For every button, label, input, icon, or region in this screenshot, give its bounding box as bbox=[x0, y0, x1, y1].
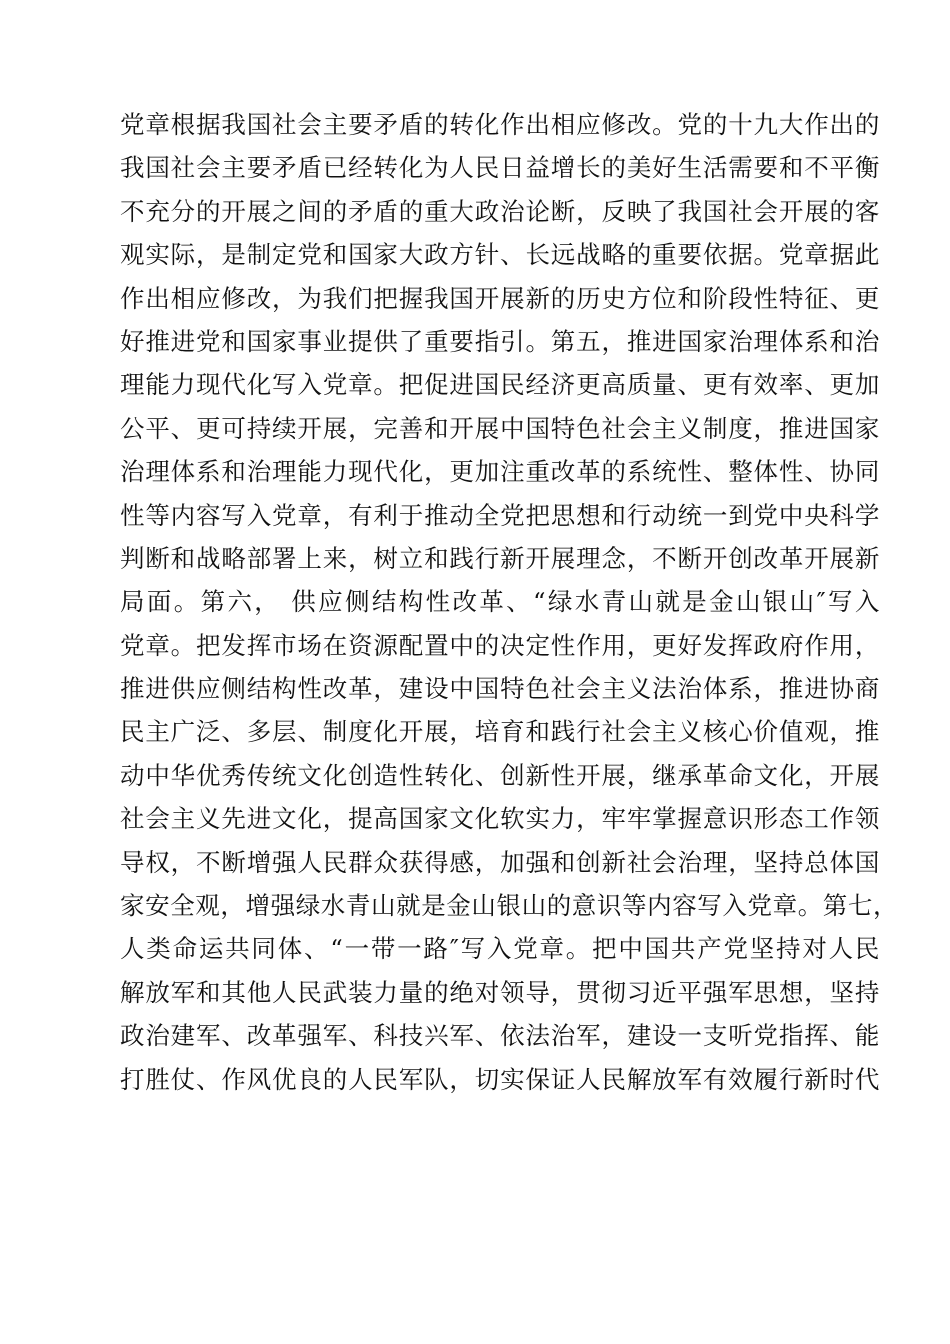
text-line: 党章根据我国社会主要矛盾的转化作出相应修改。党的十九大作出的 bbox=[120, 110, 880, 139]
text-line: 党章。把发挥市场在资源配置中的决定性作用，更好发挥政府作用， bbox=[120, 630, 880, 660]
text-line: 不充分的开展之间的矛盾的重大政治论断，反映了我国社会开展的客 bbox=[120, 196, 880, 226]
text-line: 动中华优秀传统文化创造性转化、创新性开展，继承革命文化，开展 bbox=[120, 760, 880, 790]
text-line: 好推进党和国家事业提供了重要指引。第五，推进国家治理体系和治 bbox=[120, 326, 880, 356]
text-line: 治理体系和治理能力现代化，更加注重改革的系统性、整体性、协同 bbox=[120, 457, 880, 487]
text-line: 社会主义先进文化，提高国家文化软实力，牢牢掌握意识形态工作领 bbox=[120, 804, 880, 834]
text-line: 公平、更可持续开展，完善和开展中国特色社会主义制度，推进国家 bbox=[120, 413, 880, 443]
text-line: 导权，不断增强人民群众获得感，加强和创新社会治理，坚持总体国 bbox=[120, 847, 880, 877]
body-text bbox=[120, 103, 899, 1101]
text-line: 判断和战略部署上来，树立和践行新开展理念，不断开创改革开展新 bbox=[120, 543, 880, 573]
text-line: 观实际，是制定党和国家大政方针、长远战略的重要依据。党章据此 bbox=[120, 240, 880, 270]
text-line: 性等内容写入党章，有利于推动全党把思想和行动统一到党中央科学 bbox=[120, 500, 880, 530]
text-line: 政治建军、改革强军、科技兴军、依法治军，建设一支听党指挥、能 bbox=[120, 1021, 880, 1051]
text-line: 我国社会主要矛盾已经转化为人民日益增长的美好生活需要和不平衡 bbox=[120, 153, 880, 183]
text-line: 人类命运共同体、“一带一路″写入党章。把中国共产党坚持对人民 bbox=[120, 934, 880, 964]
text-line: 局面。第六， 供应侧结构性改革、“绿水青山就是金山银山″写入 bbox=[120, 587, 880, 617]
text-line: 解放军和其他人民武装力量的绝对领导，贯彻习近平强军思想，坚持 bbox=[120, 977, 880, 1007]
text-line: 理能力现代化写入党章。把促进国民经济更高质量、更有效率、更加 bbox=[120, 370, 880, 400]
text-line: 家安全观，增强绿水青山就是金山银山的意识等内容写入党章。第七， bbox=[120, 891, 899, 921]
text-line: 推进供应侧结构性改革，建设中国特色社会主义法治体系，推进协商 bbox=[120, 674, 880, 704]
text-line: 作出相应修改，为我们把握我国开展新的历史方位和阶段性特征、更 bbox=[120, 283, 880, 313]
text-line: 民主广泛、多层、制度化开展，培育和践行社会主义核心价值观，推 bbox=[120, 717, 880, 747]
text-line: 打胜仗、作风优良的人民军队，切实保证人民解放军有效履行新时代 bbox=[120, 1064, 880, 1094]
